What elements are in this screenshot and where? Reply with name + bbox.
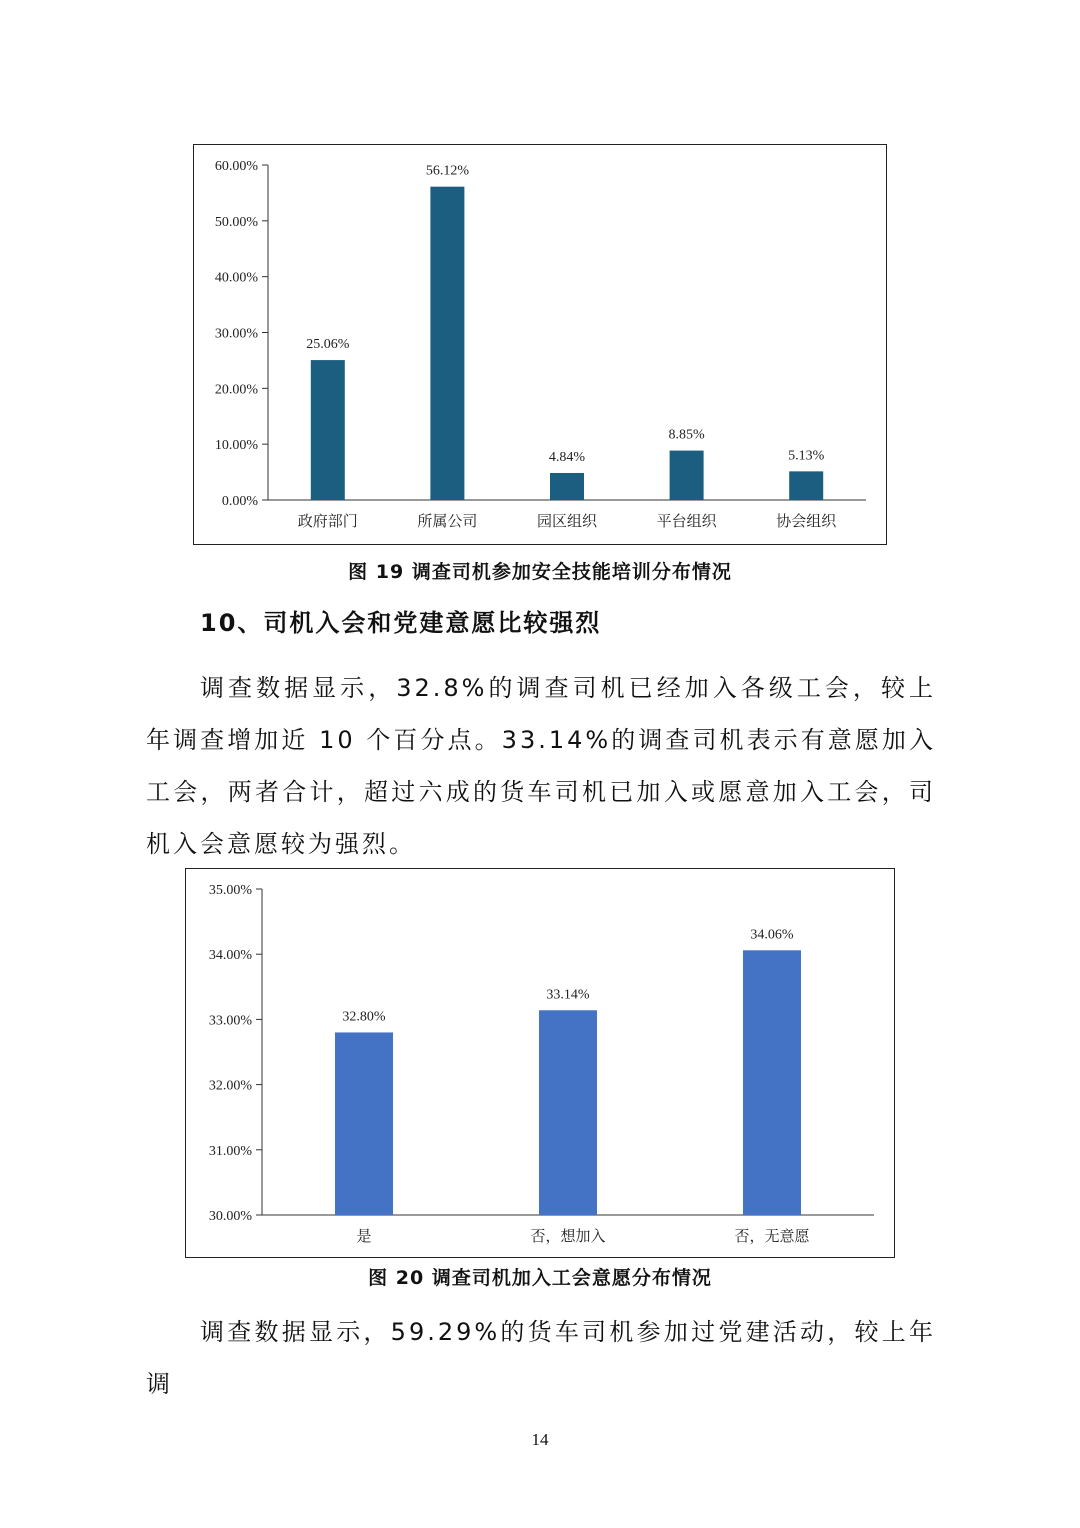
bar	[539, 1010, 597, 1215]
y-tick-label: 10.00%	[214, 438, 258, 454]
category-label: 协会组织	[776, 514, 837, 530]
figure-19-caption: 图 19 调查司机参加安全技能培训分布情况	[348, 561, 732, 583]
bar	[430, 187, 464, 500]
bar	[311, 360, 345, 500]
y-tick-label: 20.00%	[214, 382, 258, 398]
bar	[335, 1032, 393, 1215]
data-label: 32.80%	[342, 1009, 386, 1025]
figure-19-svg	[194, 145, 888, 546]
y-tick-label: 35.00%	[208, 883, 252, 898]
figure-20-caption: 图 20 调查司机加入工会意愿分布情况	[368, 1267, 712, 1289]
y-tick-label: 32.00%	[208, 1078, 252, 1094]
data-label: 33.14%	[546, 987, 590, 1003]
category-label: 园区组织	[536, 514, 598, 530]
bar	[670, 451, 704, 500]
data-label: 5.13%	[788, 448, 825, 464]
figure-19-chart	[193, 144, 887, 545]
y-tick-label: 30.00%	[214, 326, 258, 342]
data-label: 56.12%	[425, 163, 469, 179]
y-tick-label: 30.00%	[208, 1209, 252, 1224]
y-tick-label: 34.00%	[208, 948, 252, 964]
category-label: 政府部门	[297, 514, 358, 530]
y-tick-label: 33.00%	[208, 1013, 252, 1029]
figure-20-svg	[186, 869, 896, 1259]
data-label: 25.06%	[306, 337, 350, 353]
bar	[550, 473, 584, 500]
figure-20-chart	[185, 868, 895, 1258]
bar	[789, 471, 823, 500]
category-label: 否，想加入	[530, 1229, 606, 1245]
paragraph-2: 调查数据显示，59.29%的货车司机参加过党建活动，较上年调	[146, 1318, 936, 1398]
category-label: 平台组织	[656, 514, 717, 530]
y-tick-label: 50.00%	[214, 214, 258, 230]
page-number: 14	[531, 1430, 549, 1449]
y-tick-label: 60.00%	[214, 159, 258, 174]
paragraph-1: 调查数据显示，32.8%的调查司机已经加入各级工会，较上年调查增加近 10 个百分点。33.14%的调查司机表示有意愿加入工会，两者合计，超过六成的货车司机已加入或愿意加入工会，司机入会意愿较为强烈。	[146, 674, 936, 858]
category-label: 否，无意愿	[734, 1229, 810, 1245]
category-label: 是	[356, 1229, 372, 1245]
data-label: 4.84%	[548, 449, 586, 465]
y-tick-label: 40.00%	[214, 270, 258, 286]
y-tick-label: 31.00%	[208, 1143, 252, 1159]
category-label: 所属公司	[417, 514, 478, 530]
bar	[743, 950, 801, 1215]
y-tick-label: 0.00%	[221, 494, 258, 509]
data-label: 8.85%	[668, 427, 705, 443]
data-label: 34.06%	[750, 927, 794, 943]
section-heading: 10、司机入会和党建意愿比较强烈	[200, 609, 602, 637]
